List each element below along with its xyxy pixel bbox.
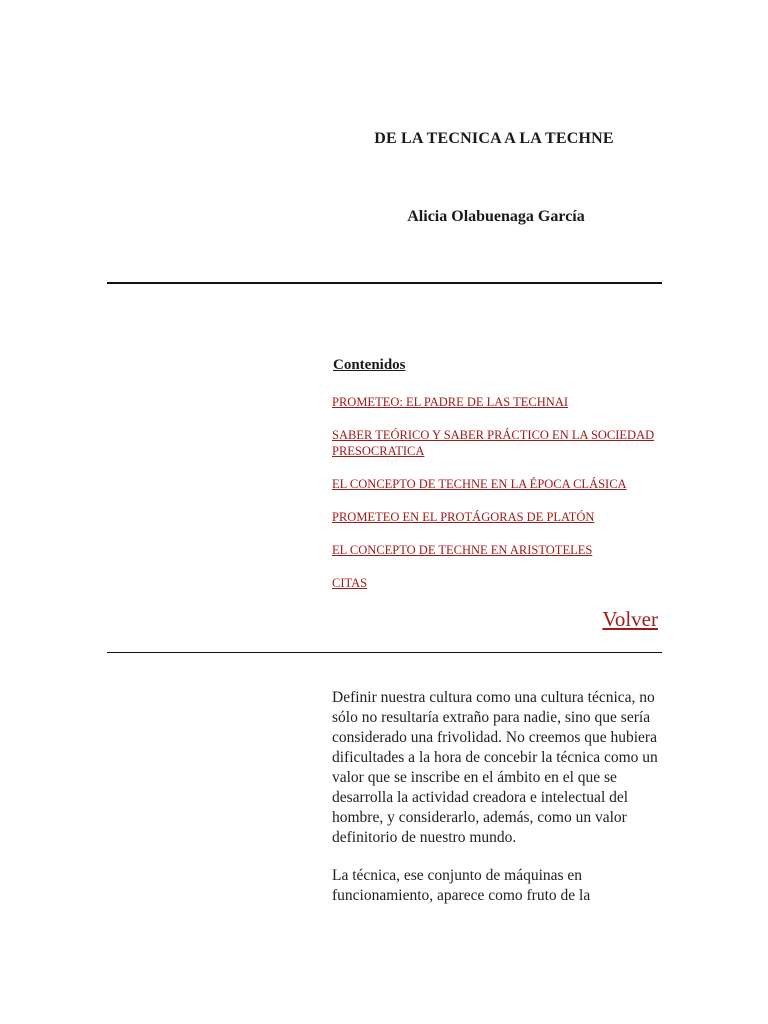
document-author: Alicia Olabuenaga García	[407, 208, 585, 225]
toc-item	[332, 542, 667, 558]
toc-item	[332, 394, 667, 410]
paragraph: La técnica, ese conjunto de máquinas en funcionamiento, aparece como fruto de la	[332, 867, 591, 904]
toc-link-citas[interactable]: CITAS	[332, 576, 368, 590]
back-link[interactable]: Volver	[602, 607, 658, 631]
toc-link-prometeo-padre[interactable]: PROMETEO: EL PADRE DE LAS TECHNAI	[332, 395, 569, 409]
document-title: DE LA TECNICA A LA TECHNE	[374, 130, 614, 147]
top-divider	[107, 282, 662, 284]
toc-heading: Contenidos	[333, 357, 406, 373]
bottom-divider	[107, 652, 662, 653]
toc-link-prometeo-protagoras[interactable]: PROMETEO EN EL PROTÁGORAS DE PLATÓN	[332, 510, 595, 524]
toc-link-techne-aristoteles[interactable]: EL CONCEPTO DE TECHNE EN ARISTOTELES	[332, 543, 593, 557]
toc-item	[332, 509, 667, 525]
toc-link-saber-teorico[interactable]: SABER TEÓRICO Y SABER PRÁCTICO EN LA SOCIEDAD PRESOCRATICA	[332, 428, 655, 458]
toc-item	[332, 427, 667, 459]
article-body	[332, 688, 664, 924]
paragraph: Definir nuestra cultura como una cultura técnica, no sólo no resultaría extraño para nadie, sino que sería considerado una frivolidad. No creemos que hubiera dificultades a la hora de concebir la técnica como un valor que se inscribe en el ámbito en el que se desarrolla la actividad creadora e intelectual del hombre, y considerarlo, además, como un valor definitorio de nuestro mundo.	[332, 689, 658, 846]
toc-item	[332, 575, 667, 591]
toc-item	[332, 476, 667, 492]
toc-link-techne-epoca-clasica[interactable]: EL CONCEPTO DE TECHNE EN LA ÉPOCA CLÁSICA	[332, 477, 627, 491]
table-of-contents	[332, 394, 667, 608]
